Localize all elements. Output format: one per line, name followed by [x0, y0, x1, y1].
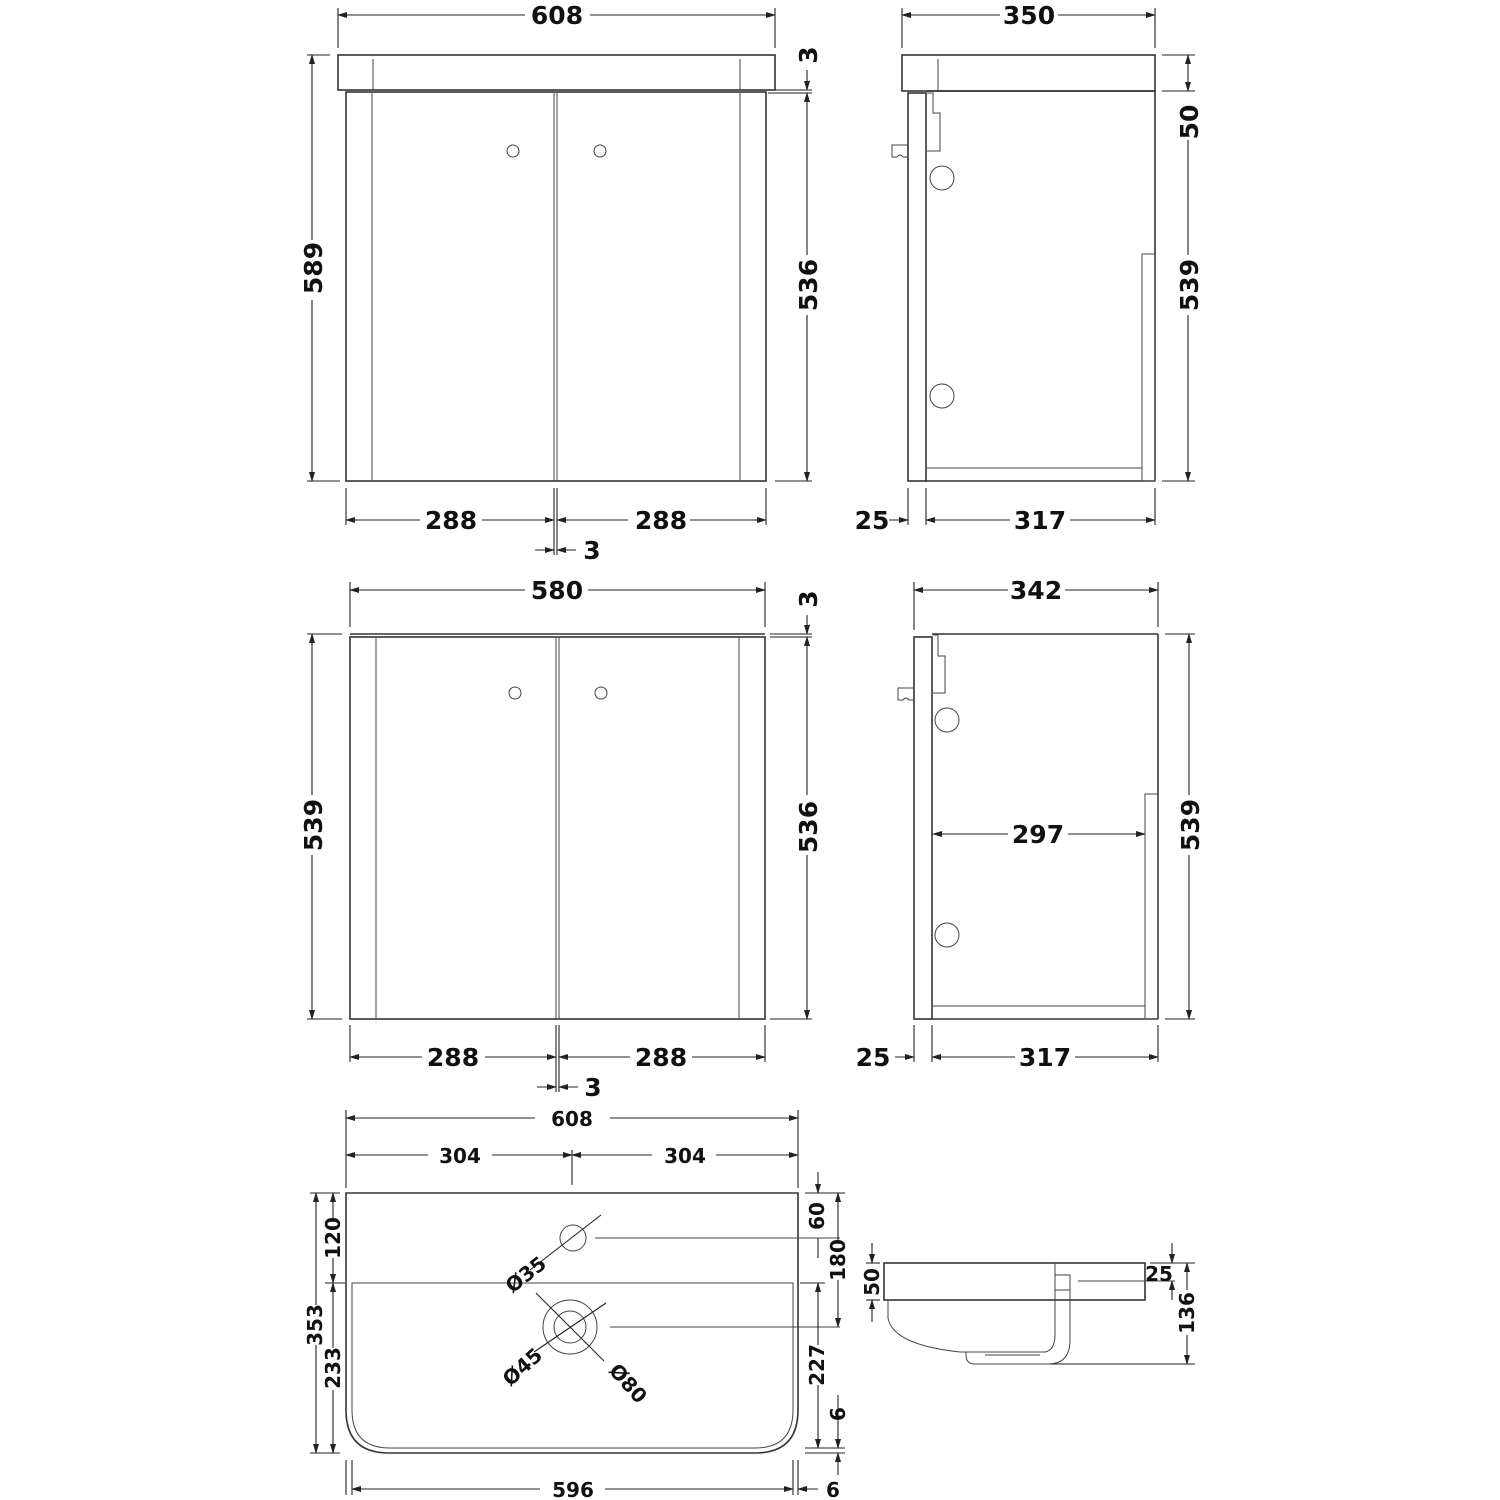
dim-waste-from-back: 180	[826, 1239, 850, 1281]
dim-door-left-width: 288	[424, 506, 478, 535]
service-hole-icon	[930, 384, 954, 408]
dim-door-gap: 3	[583, 536, 601, 565]
dim-half-width-right: 304	[664, 1144, 706, 1168]
dim-waste-inner-diameter: Ø45	[497, 1342, 548, 1391]
dim-cabinet-height: 539	[1175, 258, 1204, 312]
front-view-cabinet	[299, 576, 823, 1102]
dim-inner-depth: 297	[1011, 820, 1065, 849]
dim-tap-hole-from-back-left: 120	[321, 1217, 345, 1259]
dim-door-right-width: 288	[634, 1043, 688, 1072]
dim-carcass-depth: 317	[1018, 1043, 1072, 1072]
dim-door-thickness: 25	[855, 1043, 891, 1072]
dim-top-gap: 3	[794, 46, 823, 64]
door-knob-icon	[509, 687, 521, 699]
dim-side-lip: 6	[826, 1478, 840, 1500]
dim-overall-depth: 353	[303, 1304, 327, 1346]
dim-bowl-width: 596	[552, 1478, 594, 1500]
dim-front-lip: 6	[826, 1407, 850, 1421]
dim-door-gap: 3	[584, 1073, 602, 1102]
dim-door-height: 536	[794, 800, 823, 854]
dim-bowl-depth-left: 233	[321, 1347, 345, 1389]
dim-half-width-left: 304	[439, 1144, 481, 1168]
dim-overall-depth: 342	[1009, 576, 1063, 605]
dim-waste-outer-diameter: Ø80	[604, 1358, 653, 1409]
dim-overall-width: 580	[530, 576, 584, 605]
service-hole-icon	[930, 166, 954, 190]
dim-overall-height: 539	[299, 798, 328, 852]
dim-overall-depth: 350	[1002, 1, 1056, 30]
service-hole-icon	[935, 923, 959, 947]
dim-cabinet-height: 539	[1176, 798, 1205, 852]
dim-tap-hole-from-back-right: 60	[805, 1202, 829, 1230]
dim-carcass-depth: 317	[1013, 506, 1067, 535]
dim-top-thickness: 50	[1175, 104, 1204, 140]
front-view-with-basin-top	[299, 1, 823, 565]
dim-bowl-depth-right: 227	[805, 1344, 829, 1386]
dim-tap-hole-diameter: Ø35	[500, 1251, 551, 1298]
dim-overall-height: 589	[299, 241, 328, 295]
side-view-cabinet	[856, 576, 1205, 1072]
tap-hole-icon	[560, 1225, 586, 1251]
dim-overflow-offset: 25	[1145, 1262, 1173, 1286]
dim-overall-width: 608	[551, 1107, 593, 1131]
side-view-with-basin-top	[855, 1, 1204, 535]
door-knob-icon	[594, 145, 606, 157]
wall-bracket-icon	[898, 688, 914, 700]
door-knob-icon	[595, 687, 607, 699]
basin-plan-view	[303, 1107, 850, 1500]
basin-side-view	[860, 1243, 1199, 1364]
dim-rim-height: 50	[860, 1268, 884, 1296]
dim-top-gap: 3	[794, 590, 823, 608]
dim-overall-height: 136	[1175, 1292, 1199, 1334]
dim-door-thickness: 25	[854, 506, 890, 535]
dim-door-height: 536	[794, 258, 823, 312]
wall-bracket-icon	[892, 145, 908, 157]
dim-overall-width: 608	[530, 1, 584, 30]
dim-door-right-width: 288	[634, 506, 688, 535]
door-knob-icon	[507, 145, 519, 157]
service-hole-icon	[935, 708, 959, 732]
dim-door-left-width: 288	[426, 1043, 480, 1072]
